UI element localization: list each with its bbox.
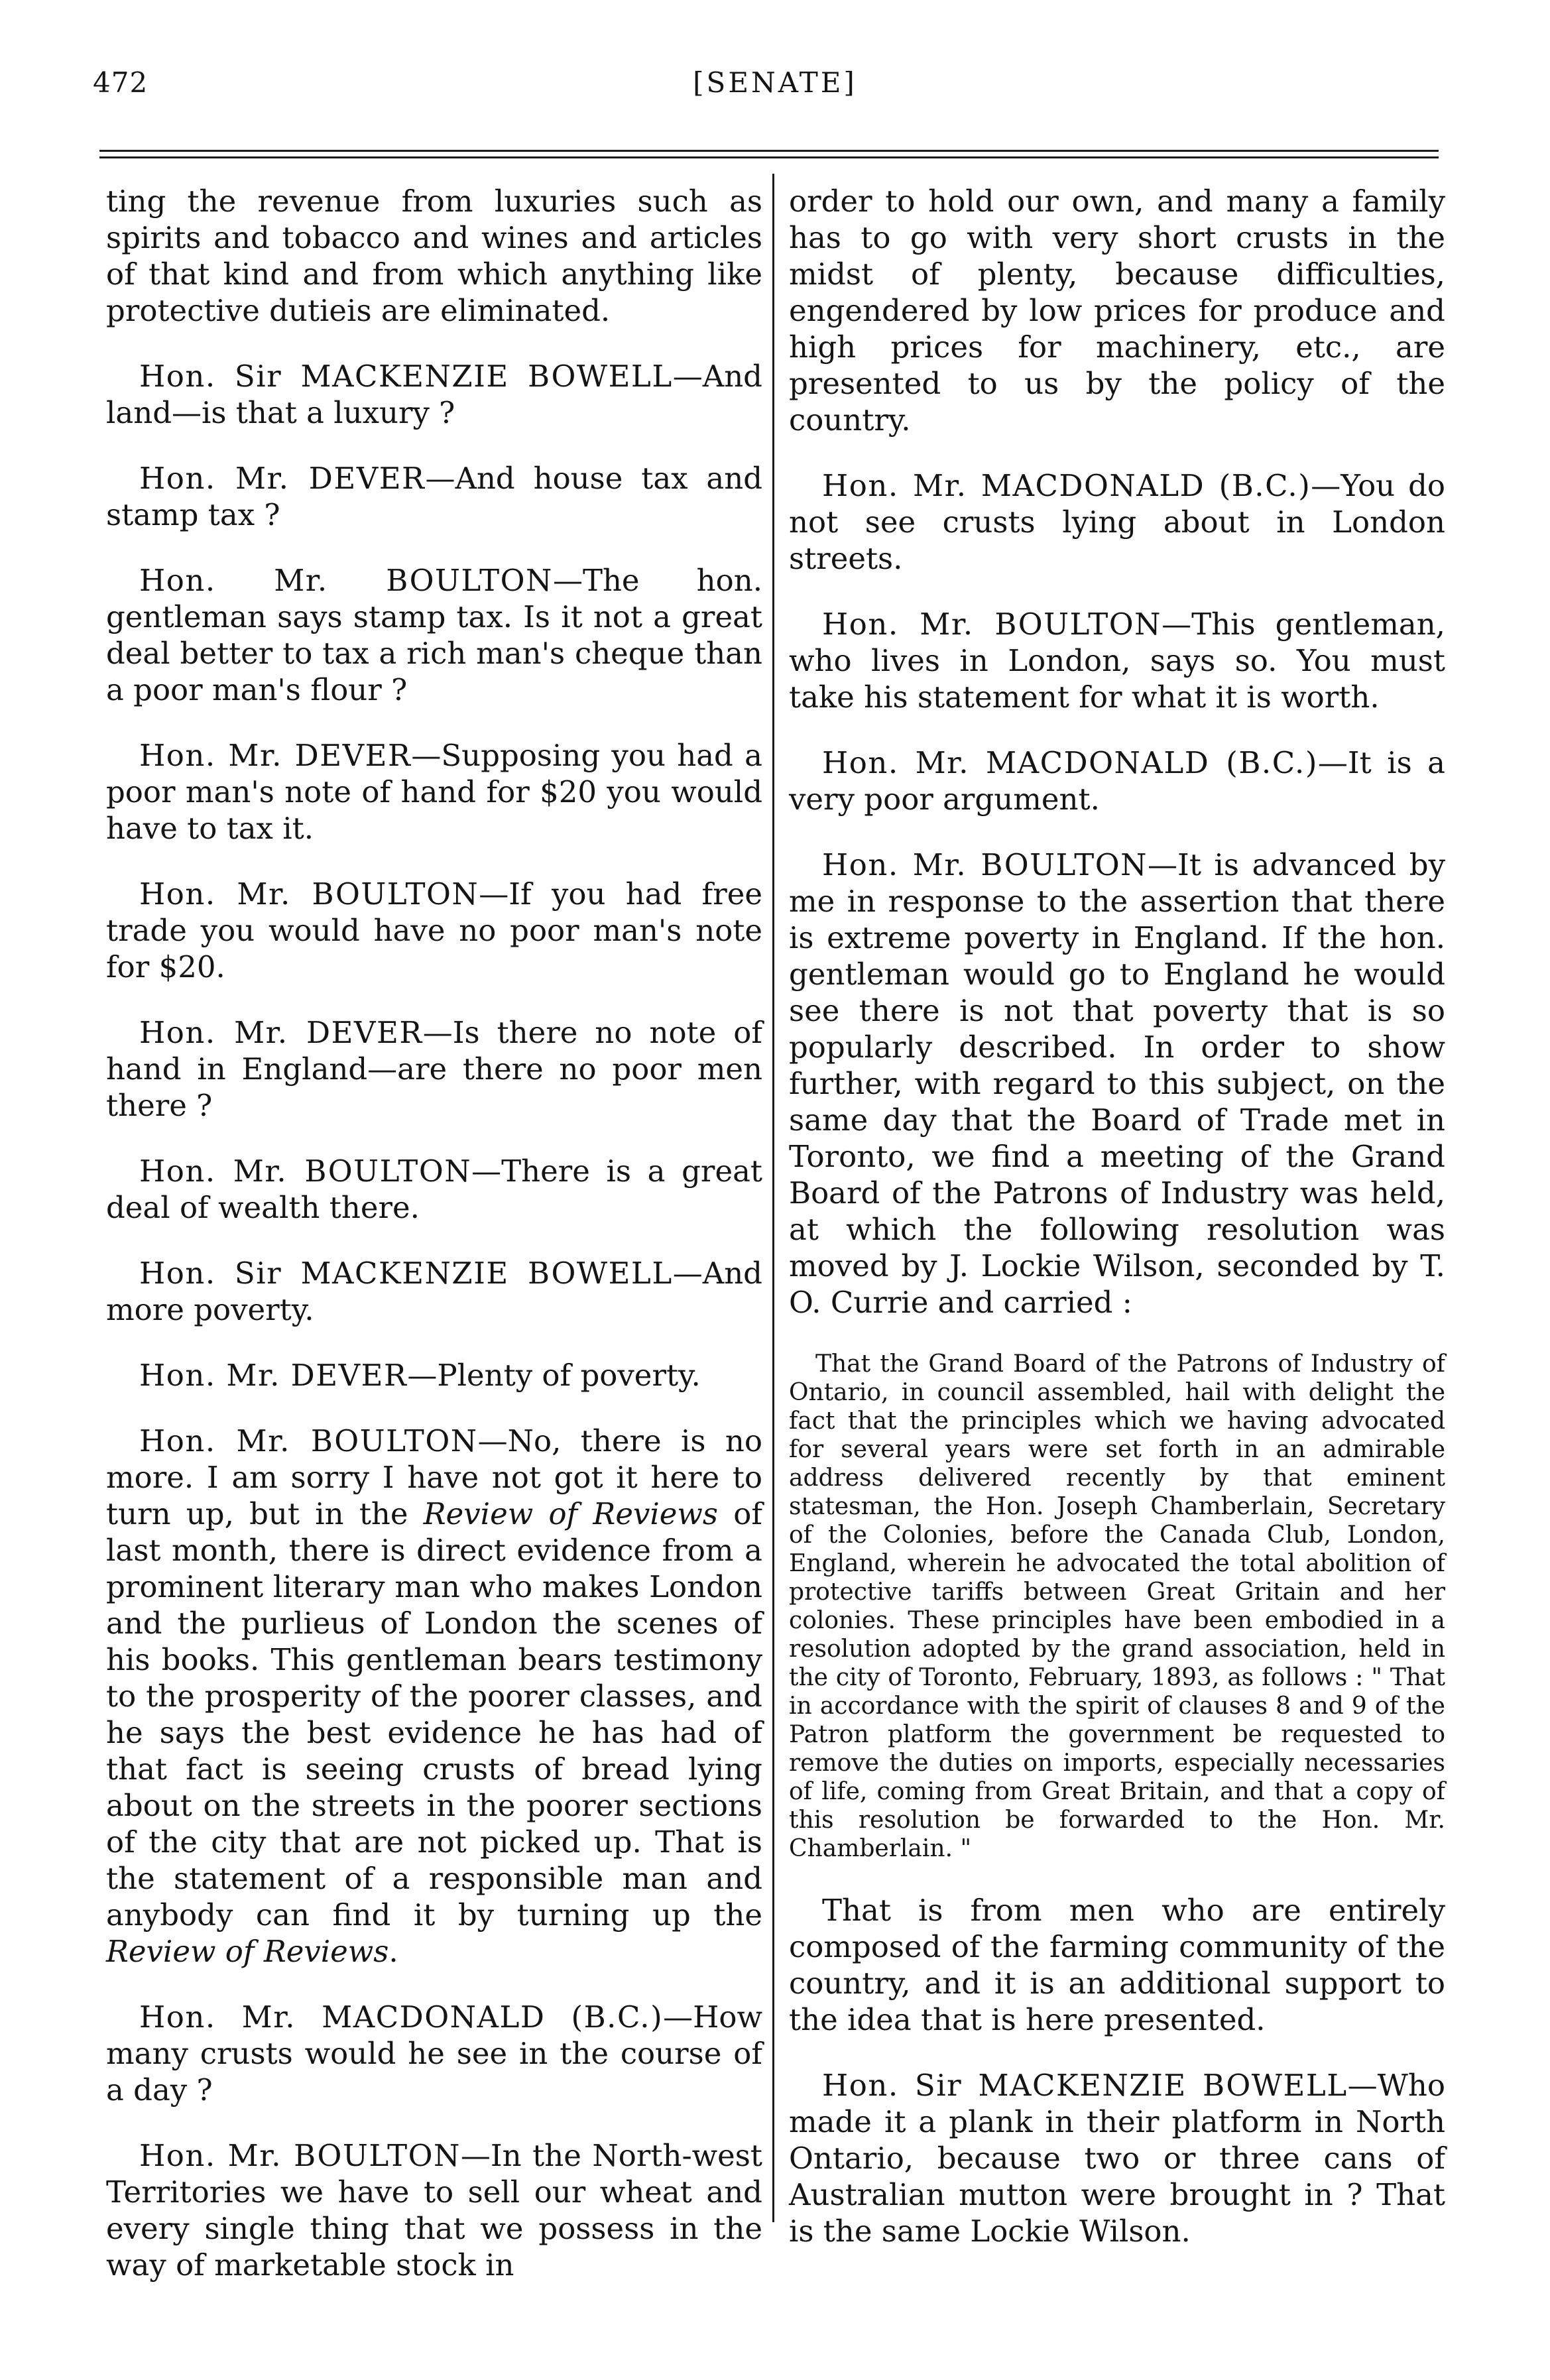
- speaker-name: Hon. Mr. MACDONALD (B.C.): [139, 1999, 664, 2035]
- paragraph: Hon. Sir MACKENZIE BOWELL—And land—is that a luxury ?: [106, 359, 762, 430]
- page-number: 472: [93, 66, 149, 99]
- paragraph: Hon. Mr. BOULTON—It is advanced by me in response to the assertion that there is extreme poverty in England. If the hon. gentleman would go to England he would see there is not that poverty that is so popularly described. In order to show further, with regard to this subject, on the same day that the Board of Trade met in Toronto, we find a meeting of the Grand Board of the Patrons of Industry was held, at which the following resolution was moved by J. Lockie Wilson, seconded by T. O. Currie and carried :: [789, 847, 1445, 1320]
- paragraph: Hon. Mr. BOULTON—This gentleman, who lives in London, says so. You must take his statement for what it is worth.: [789, 607, 1445, 715]
- paragraph: Hon. Mr. DEVER—Supposing you had a poor man's note of hand for $20 you would have to tax it.: [106, 738, 762, 846]
- paragraph: Hon. Mr. BOULTON—In the North-west Territories we have to sell our wheat and every single thing that we possess in the way of marketable stock in: [106, 2138, 762, 2283]
- speaker-name: Hon. Mr. BOULTON: [139, 1154, 472, 1189]
- speaker-name: Hon. Mr. BOULTON: [822, 607, 1162, 642]
- speaker-name: Hon. Mr. DEVER: [139, 1015, 423, 1050]
- resolution-quote: That the Grand Board of the Patrons of Industry of Ontario, in council assembled, hail with delight the fact that the principles which we having advocated for several years were set forth in an admirable address delivered recently by that eminent statesman, the Hon. Joseph Chamberlain, Secretary of the Colonies, before the Canada Club, London, England, wherein he advocated the total abolition of protective tariffs between Great Gritain and her colonies. These principles have been embodied in a resolution adopted by the grand association, held in the city of Toronto, February, 1893, as follows : " That in accordance with the spirit of clauses 8 and 9 of the Patron platform the government be requested to remove the duties on imports, especially necessaries of life, coming from Great Britain, and that a copy of this resolution be forwarded to the Hon. Mr. Chamberlain. ": [789, 1350, 1445, 1862]
- header-rule-bottom: [99, 156, 1439, 158]
- running-head: [SENATE]: [693, 66, 857, 99]
- paragraph: Hon. Sir MACKENZIE BOWELL—Who made it a plank in their platform in North Ontario, because two or three cans of Australian mutton were brought in ? That is the same Lockie Wilson.: [789, 2068, 1445, 2249]
- speaker-name: Hon. Mr. DEVER: [139, 461, 426, 496]
- publication-title: Review of Reviews: [423, 1496, 719, 1531]
- paragraph: Hon. Mr. DEVER—And house tax and stamp tax ?: [106, 461, 762, 532]
- speaker-name: Hon. Sir MACKENZIE BOWELL: [139, 1256, 673, 1291]
- speaker-name: Hon. Mr. BOULTON: [139, 2138, 461, 2173]
- speaker-name: Hon. Mr. MACDONALD (B.C.): [822, 468, 1311, 503]
- publication-title: Review of Reviews: [106, 1934, 389, 1969]
- speaker-name: Hon. Mr. BOULTON: [822, 847, 1148, 882]
- left-column: [106, 183, 762, 2312]
- paragraph: Hon. Mr. MACDONALD (B.C.)—How many crusts would he see in the course of a day ?: [106, 1999, 762, 2108]
- paragraph: Hon. Mr. BOULTON—No, there is no more. I am sorry I have not got it here to turn up, but in the Review of Reviews of last month, there is direct evidence from a prominent literary man who makes London and the purlieus of London the scenes of his books. This gentleman bears testimony to the prosperity of the poorer classes, and he says the best evidence he has had of that fact is seeing crusts of bread lying about on the streets in the poorer sections of the city that are not picked up. That is the statement of a responsible man and anybody can find it by turning up the Review of Reviews.: [106, 1423, 762, 1969]
- speaker-name: Hon. Mr. DEVER: [139, 738, 412, 773]
- speaker-name: Hon. Mr. BOULTON: [139, 563, 553, 598]
- paragraph: Hon. Mr. BOULTON—The hon. gentleman says stamp tax. Is it not a great deal better to tax a rich man's cheque than a poor man's flour ?: [106, 563, 762, 707]
- paragraph: order to hold our own, and many a family has to go with very short crusts in the midst of plenty, because difficulties, engendered by low prices for produce and high prices for machinery, etc., are presented to us by the policy of the country.: [789, 184, 1445, 438]
- header-rule-top: [99, 150, 1439, 152]
- speaker-name: Hon. Mr. BOULTON: [139, 876, 479, 912]
- paragraph: Hon. Mr. DEVER—Is there no note of hand in England—are there no poor men there ?: [106, 1015, 762, 1123]
- speaker-name: Hon. Sir MACKENZIE BOWELL: [822, 2068, 1348, 2103]
- column-divider: [772, 174, 774, 2222]
- paragraph: That is from men who are entirely composed of the farming community of the country, and it is an additional support to the idea that is here presented.: [789, 1893, 1445, 2037]
- paragraph: Hon. Mr. BOULTON—If you had free trade you would have no poor man's note for $20.: [106, 876, 762, 984]
- paragraph: Hon. Mr. DEVER—Plenty of poverty.: [139, 1358, 701, 1393]
- speaker-name: Hon. Mr. DEVER: [139, 1358, 408, 1393]
- paragraph: ting the revenue from luxuries such as spirits and tobacco and wines and articles of that kind and from which anything like protective dutieis are eliminated.: [106, 184, 762, 328]
- paragraph: Hon. Mr. BOULTON—There is a great deal of wealth there.: [106, 1154, 762, 1225]
- right-column: [789, 183, 1445, 2279]
- paragraph: Hon. Mr. MACDONALD (B.C.)—You do not see crusts lying about in London streets.: [789, 468, 1445, 576]
- paragraph: Hon. Sir MACKENZIE BOWELL—And more poverty.: [106, 1256, 762, 1327]
- speaker-name: Hon. Mr. MACDONALD (B.C.): [822, 745, 1318, 780]
- paragraph: Hon. Mr. MACDONALD (B.C.)—It is a very poor argument.: [789, 745, 1445, 817]
- speaker-name: Hon. Mr. BOULTON: [139, 1423, 478, 1458]
- speaker-name: Hon. Sir MACKENZIE BOWELL: [139, 359, 673, 394]
